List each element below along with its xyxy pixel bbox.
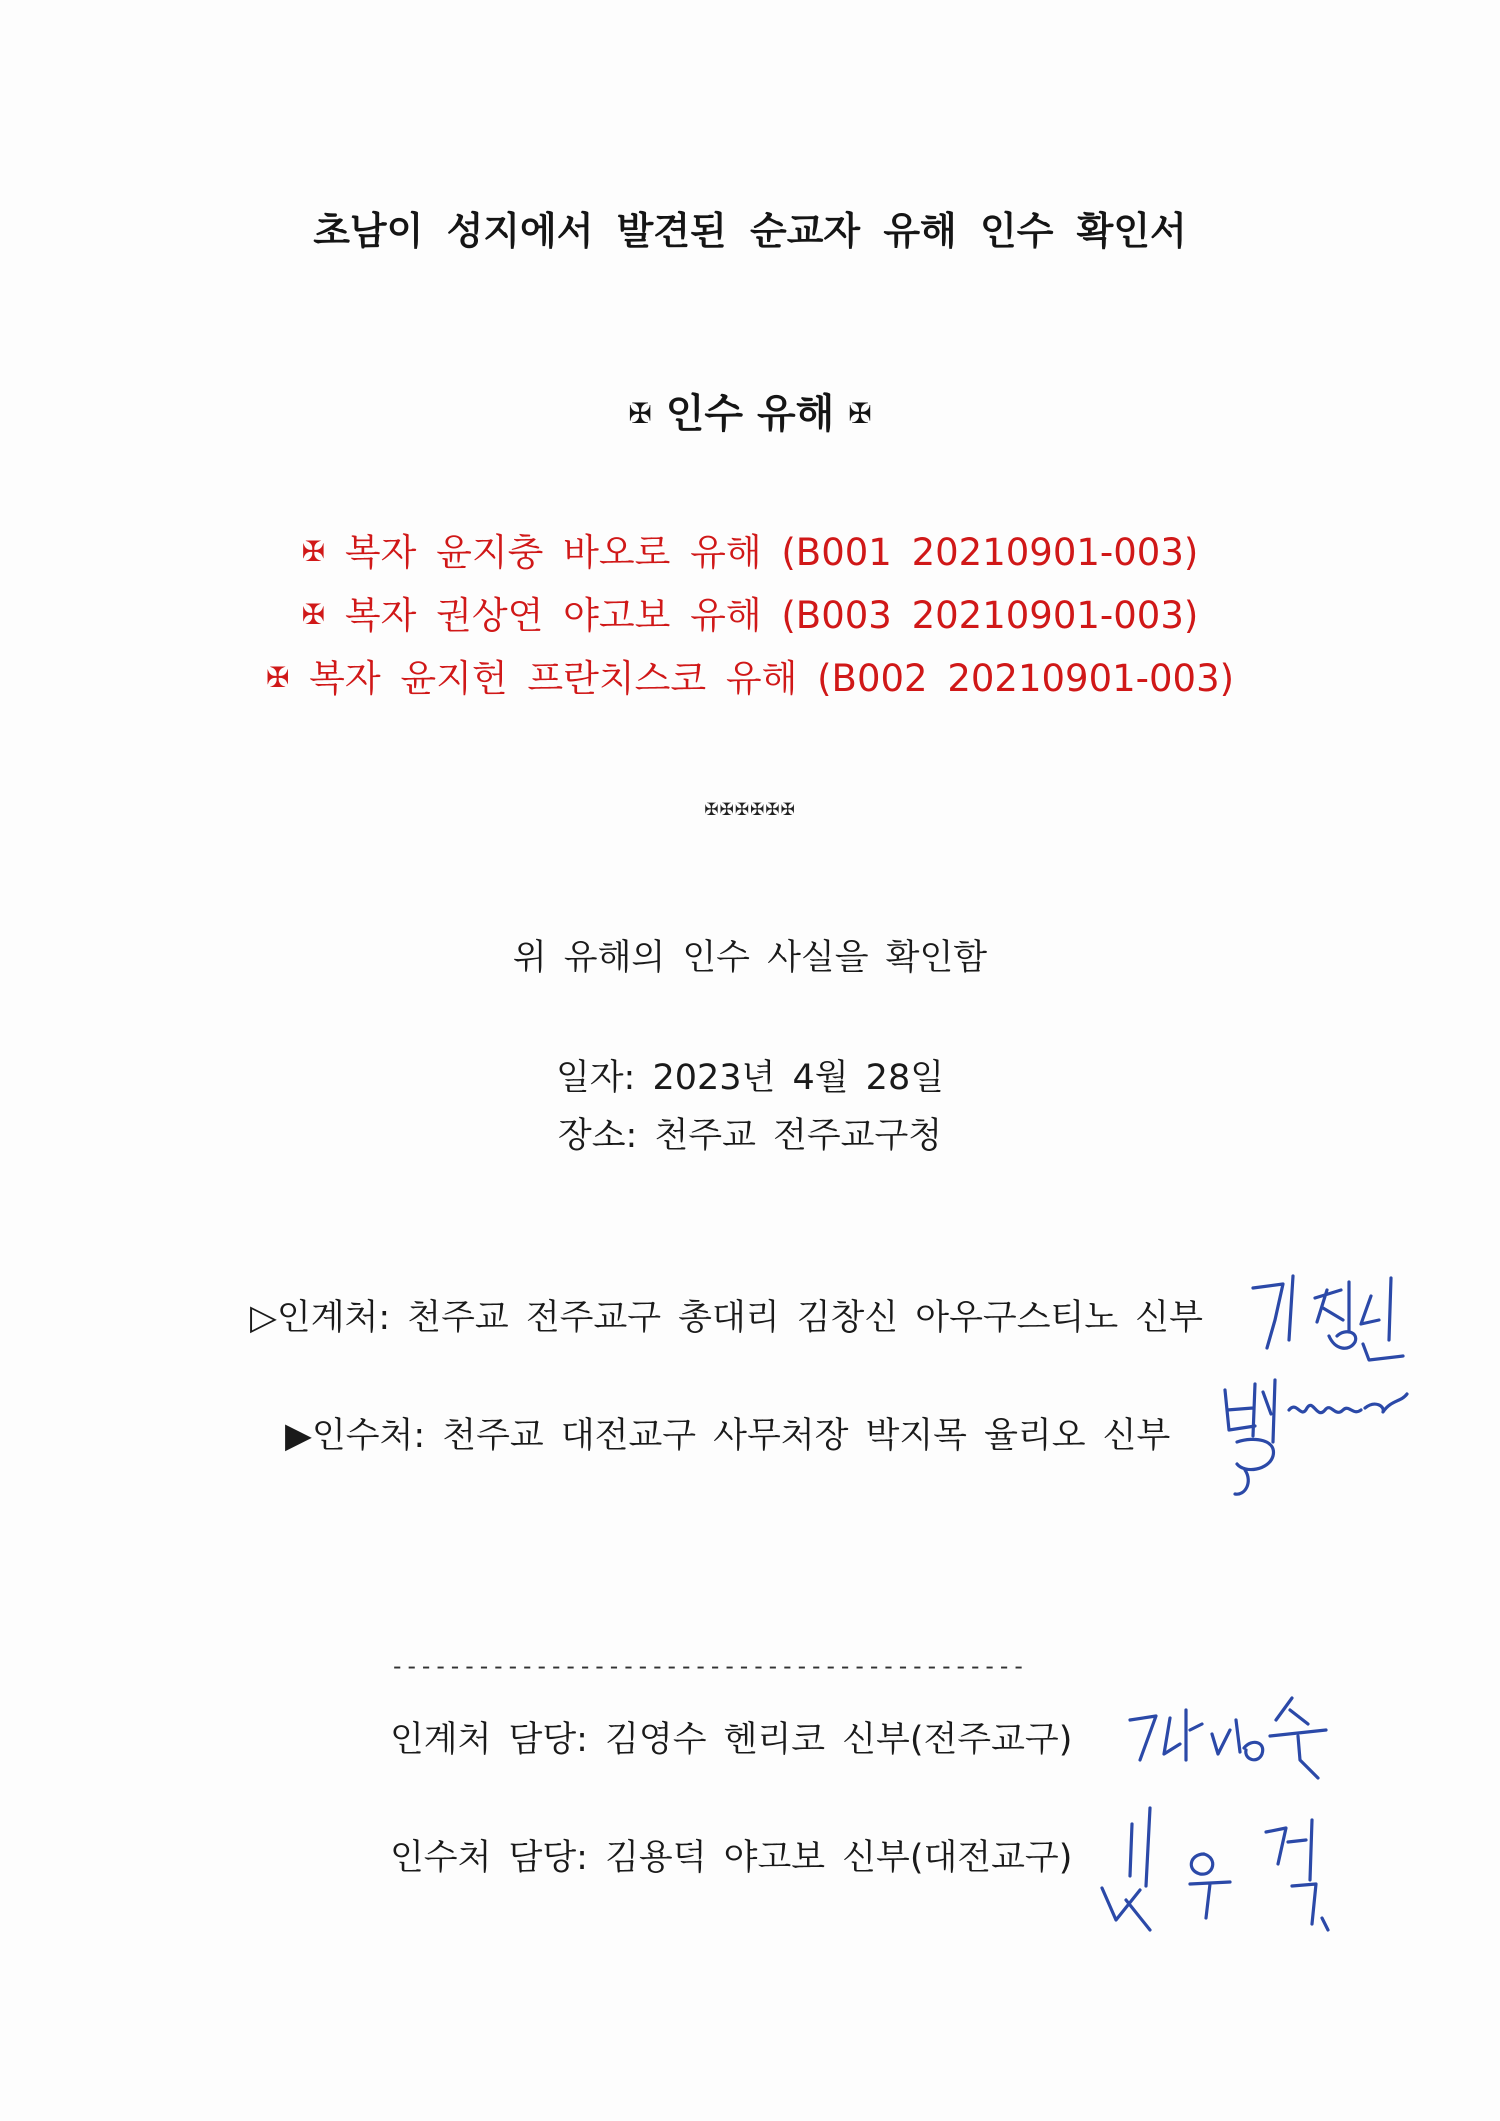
relic-item xyxy=(0,585,1500,639)
handover-party: ▷인계처: 천주교 전주교구 총대리 김창신 아우구스티노 신부 xyxy=(250,1298,1203,1338)
cross-icon: ✠ xyxy=(301,535,326,568)
relic-item-text: 복자 윤지헌 프란치스코 유해 (B002 20210901-003) xyxy=(309,657,1235,700)
confirmation-statement: 위 유해의 인수 사실을 확인함 xyxy=(512,938,988,978)
relic-item-text: 복자 윤지충 바오로 유해 (B001 20210901-003) xyxy=(344,531,1199,574)
cross-icon: ✠ xyxy=(265,661,290,694)
relic-item xyxy=(0,648,1500,702)
receiving-manager-signature xyxy=(1090,1800,1350,1940)
receiving-signature xyxy=(1215,1370,1415,1505)
document-title: 초남이 성지에서 발견된 순교자 유해 인수 확인서 xyxy=(313,209,1187,253)
handover-signature xyxy=(1245,1270,1415,1365)
handover-manager: 인계처 담당: 김영수 헨리코 신부(전주교구) xyxy=(390,1720,1073,1760)
receiving-manager: 인수처 담당: 김용덕 야고보 신부(대전교구) xyxy=(390,1838,1073,1878)
date-line: 일자: 2023년 4월 28일 xyxy=(555,1058,945,1098)
receiving-party: ▶인수처: 천주교 대전교구 사무처장 박지목 율리오 신부 xyxy=(285,1416,1171,1456)
relic-item xyxy=(0,522,1500,576)
place-line: 장소: 천주교 전주교구청 xyxy=(557,1116,943,1156)
section-heading-label: 인수 유해 xyxy=(665,391,835,437)
dashed-divider: -------------------------------------------- xyxy=(390,1652,1026,1680)
handover-manager-signature xyxy=(1120,1690,1350,1790)
section-heading xyxy=(0,382,1500,439)
cross-icon: ✠ xyxy=(848,397,872,430)
relic-item-text: 복자 권상연 야고보 유해 (B003 20210901-003) xyxy=(344,594,1199,637)
cross-icon: ✠ xyxy=(301,598,326,631)
cross-icon: ✠ xyxy=(628,397,652,430)
cross-divider: ✠✠✠✠✠✠ xyxy=(704,800,796,820)
